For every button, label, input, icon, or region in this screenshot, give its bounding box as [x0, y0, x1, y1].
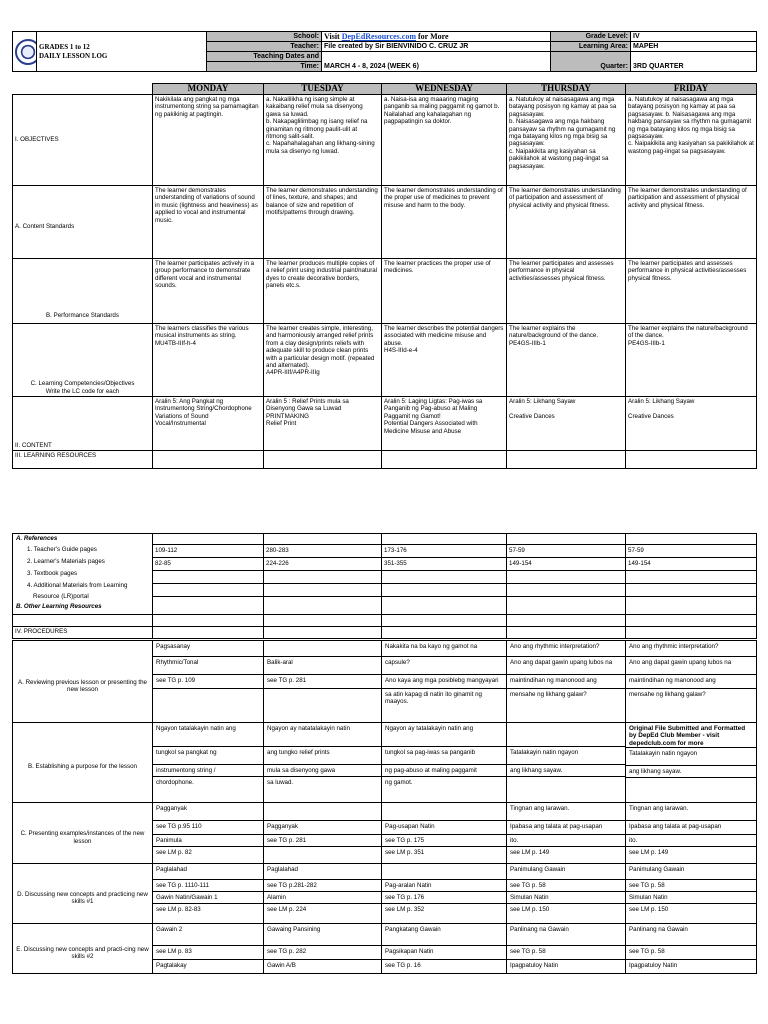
procedure-line: Pagganyak — [153, 803, 263, 821]
quarter-value: 3RD QUARTER — [631, 52, 757, 72]
procedure-line: Panimula — [153, 835, 263, 847]
procedure-cell — [264, 641, 382, 723]
procedure-row — [13, 723, 757, 803]
procedure-line: Ano ang rhythmic interpretation? — [507, 641, 625, 657]
tg-pages: 57-59 — [507, 545, 625, 558]
procedure-cell — [626, 723, 757, 803]
procedure-line — [507, 777, 625, 791]
procedure-line: ang likhang sayaw. — [626, 766, 756, 778]
refs-tuesday — [264, 534, 382, 615]
procedure-line: Ano ang dapat gawin upang lubos na — [507, 657, 625, 675]
procedure-line: see TG p.95 110 — [153, 821, 263, 835]
procedure-line: see LM p. 149 — [510, 849, 550, 856]
procedure-line — [264, 803, 381, 821]
procedure-line: Gawin Natin/Gawain 1 — [153, 892, 263, 904]
procedure-line: ng gamot. — [385, 779, 413, 786]
procedure-line: see TG p. 58 — [626, 946, 756, 960]
deped-seal-logo — [13, 32, 37, 72]
procedure-cell — [507, 803, 626, 864]
ref-textbook-label: 3. Textbook pages — [27, 570, 78, 577]
procedure-line — [264, 689, 381, 709]
refs-thursday — [507, 534, 626, 615]
cell: The learner demonstrates understanding of participation and assessment of physical activity and physical fitness. — [507, 186, 626, 259]
content-row — [13, 397, 757, 451]
procedure-line: Ipagpatuloy Natin — [510, 962, 559, 969]
procedure-line: Ipagpatuloy Natin — [629, 962, 678, 969]
lesson-plan-table — [12, 83, 757, 469]
dll-header — [12, 31, 756, 71]
cell — [264, 451, 382, 469]
procedure-line: see LM p. 352 — [385, 906, 425, 913]
references-row — [13, 534, 757, 615]
procedure-line: Ngayon ay natatalakayin natin — [264, 723, 381, 747]
procedure-line: Ano ang rhythmic interpretation? — [626, 641, 756, 657]
cell: Aralin 5: Ang Pangkat ng Instrumentong String/Chordophone Variations of Sound Vocal/Instrumental — [153, 397, 264, 451]
procedure-line: Simulan Natin — [507, 892, 625, 904]
cell: The learner explains the nature/background of the dance. PE4GS-IIIb-1 — [507, 324, 626, 397]
procedure-cell — [507, 723, 626, 803]
procedure-line: Pagsikapan Natin — [382, 946, 506, 960]
procedure-line: Ngayon ay tatalakayin natin ang — [382, 723, 506, 747]
row-label-objectives: I. OBJECTIVES — [13, 95, 153, 186]
procedure-line: Tatalakayin natin ngayon — [626, 748, 756, 766]
row-label-content-standards: A. Content Standards — [13, 186, 153, 259]
procedure-line — [264, 641, 381, 657]
procedure-cell — [626, 803, 757, 864]
procedure-cell — [626, 641, 757, 723]
refs-monday — [153, 534, 264, 615]
procedure-line — [264, 847, 381, 863]
procedure-cell — [507, 924, 626, 974]
procedure-cell — [153, 723, 264, 803]
ref-lr-label-2: Resource (LR)portal — [33, 593, 89, 600]
procedure-line: tungkol sa pangkat ng — [153, 747, 263, 765]
teaching-dates-label: Teaching Dates and — [207, 52, 322, 62]
procedure-line: chordophone. — [156, 779, 194, 786]
cell: Aralin 5 : Relief Prints mula sa Disenyong Gawa sa Luwad PRINTMAKING Relief Print — [264, 397, 382, 451]
school-label: School: — [207, 32, 322, 42]
procedure-line: see TG p. 58 — [507, 880, 625, 892]
refs-friday — [626, 534, 757, 615]
teacher-value: File created by Sir BIENVINIDO C. CRUZ JR — [322, 42, 551, 52]
procedure-line: Tatalakayin natin ngayon — [507, 747, 625, 765]
cell: Aralin 5: Likhang Sayaw Creative Dances — [626, 397, 757, 451]
objectives-row — [13, 95, 757, 186]
cell — [626, 451, 757, 469]
day-friday: FRIDAY — [626, 84, 757, 95]
procedure-line: Tingnan ang larawan. — [626, 803, 756, 821]
procedure-line: see TG p. 175 — [382, 835, 506, 847]
day-thursday: THURSDAY — [507, 84, 626, 95]
procedure-line: see LM p. 150 — [510, 906, 550, 913]
procedure-line: see TG p. 281 — [264, 675, 381, 689]
teaching-dates-value: MARCH 4 - 8, 2024 (WEEK 6) — [322, 52, 551, 72]
procedures-heading-row — [13, 627, 757, 639]
procedure-cell — [382, 723, 507, 803]
procedure-line: ito. — [626, 835, 756, 847]
procedure-cell — [382, 924, 507, 974]
procedure-line: Panimulang Gawain — [507, 864, 625, 880]
day-monday: MONDAY — [153, 84, 264, 95]
cell: The learner participates and assesses performance in physical activities/assesses physical fitness. — [507, 259, 626, 324]
procedure-line: Pagganyak — [264, 821, 381, 835]
procedure-cell — [382, 803, 507, 864]
other-resources-label: B. Other Learning Resources — [16, 603, 102, 610]
procedure-line: mensahe ng likhang galaw? — [510, 691, 587, 698]
procedure-line: see TG p. 109 — [153, 675, 263, 689]
procedure-line: ito. — [507, 835, 625, 847]
procedure-line: instrumentong string / — [153, 765, 263, 777]
teacher-label: Teacher: — [207, 42, 322, 52]
procedure-row — [13, 864, 757, 924]
procedure-line: Alamin — [264, 892, 381, 904]
cell: The learner practices the proper use of medicines. — [382, 259, 507, 324]
procedure-line: see LM p. 149 — [629, 849, 669, 856]
procedure-line: sa atin kapag di natin ito ginamit ng maayos. — [385, 691, 482, 706]
procedure-cell — [264, 864, 382, 924]
procedure-line: see LM p. 83 — [153, 946, 263, 960]
row-label-content: II. CONTENT — [13, 397, 153, 451]
learning-area-value: MAPEH — [631, 42, 757, 52]
procedure-line: ang tungko relief prints — [264, 747, 381, 765]
procedure-line: Pagsasanay — [153, 641, 263, 657]
procedure-line: maintindihan ng manonood ang — [507, 675, 625, 689]
procedures-table — [12, 640, 757, 974]
procedure-label: B. Establishing a purpose for the lesson — [13, 723, 153, 803]
ref-tg-label: 1. Teacher's Guide pages — [27, 546, 97, 553]
cell: The learner demonstrates understanding of lines, texture, and shapes; and balance of size and repetition of motifs/patterns through drawing. — [264, 186, 382, 259]
procedure-line: see TG p. 282 — [264, 946, 381, 960]
lm-pages: 82-85 — [153, 558, 263, 571]
procedure-line — [153, 689, 263, 709]
cell: The learner demonstrates understanding of participation and assessment of physical activity and physical fitness. — [626, 186, 757, 259]
procedure-line: Panlinang na Gawain — [507, 924, 625, 946]
procedure-line: see TG p. 176 — [382, 892, 506, 904]
procedure-line: capsule? — [382, 657, 506, 675]
cell: a. Naisa-isa ang maaaring maging panganib sa maling paggamit ng gamot b. Nailalahad ang kahalagahan ng pagpapatingin sa doktor. — [382, 95, 507, 186]
procedure-cell — [507, 864, 626, 924]
procedure-label: D. Discussing new concepts and practicing new skills #1 — [13, 864, 153, 924]
lm-pages: 351-355 — [382, 558, 506, 571]
learning-competencies-row — [13, 324, 757, 397]
procedure-line: Ano ang dapat gawin upang lubos na — [626, 657, 756, 675]
cell: a. Natutukoy at naisasagawa ang mga batayang posisyon ng kamay at paa sa pagsasayaw. b. Naisasagawa ang mga hakbang pansayaw sa rhythm na gumagamit ng mga batayang kilos ng mga bisig sa pagsasayaw. c. Naipakikita ang kasiyahan sa pakikilahok at wastong pag-iingat sa pagsasayaw. — [626, 95, 757, 186]
procedure-cell — [626, 864, 757, 924]
procedure-cell — [382, 641, 507, 723]
cell: a. Nakalilikha ng isang simple at kakaibang relief mula sa disenyong gawa sa luwad. b. Nakapaglilimbag ng isang relief na ginamitan ng ritmong paulit-ulit at ritmong salit-salit. c. Napahahalagahan ang likhang-sining mula sa disenyo ng luwad. — [264, 95, 382, 186]
school-value: Visit DepEdResources.com for More — [322, 32, 551, 42]
procedure-line: maintindihan ng manonood ang — [626, 675, 756, 689]
procedure-row — [13, 924, 757, 974]
cell: The learner participates actively in a group performance to demonstrate different vocal and instrumental sounds. — [153, 259, 264, 324]
cell: Aralin 5: Laging Ligtas: Pag-iwas sa Panganib ng Pag-abuso at Maling Paggamit ng Gamot! Potential Dangers Associated with Medicine Misuse and Abuse — [382, 397, 507, 451]
cell: The learner demonstrates understanding of the proper use of medicines to prevent misuse and harm to the body. — [382, 186, 507, 259]
row-label-performance-standards: B. Performance Standards — [13, 259, 153, 324]
procedure-cell — [382, 864, 507, 924]
cell: The learner explains the nature/background of the dance. PE4GS-IIIb-1 — [626, 324, 757, 397]
procedure-row — [13, 803, 757, 864]
tg-pages: 57-59 — [626, 545, 756, 558]
procedure-line — [382, 864, 506, 880]
cell: The learner creates simple, interesting, and harmoniously arranged relief prints from a clay design/prints reliefs with adequate skill to produce clean prints with a particular design motif. (repeated and alternated). A4PR-IIIf/A4PR-IIIg — [264, 324, 382, 397]
procedure-label: E. Discussing new concepts and practi-cing new skills #2 — [13, 924, 153, 974]
procedure-cell — [153, 864, 264, 924]
procedure-line: see TG p. 1110-111 — [153, 880, 263, 892]
procedure-line — [626, 778, 756, 792]
tg-pages: 109-112 — [153, 545, 263, 558]
title-line-2: DAILY LESSON LOG — [39, 51, 108, 60]
lm-pages: 149-154 — [626, 558, 756, 571]
procedure-line: see TG p. 58 — [626, 880, 756, 892]
spacer-row — [13, 615, 757, 627]
procedure-line: Pagtalakay — [156, 962, 187, 969]
cell: The learner produces multiple copies of a relief print using industrial paint/natural dyes to create decorative borders, panels etc.s. — [264, 259, 382, 324]
procedure-line: see LM p. 82-83 — [156, 906, 201, 913]
time-label: Time: — [207, 62, 322, 72]
quarter-label: Quarter: — [551, 52, 631, 72]
day-tuesday: TUESDAY — [264, 84, 382, 95]
procedure-line: Original File Submitted and Formatted by DepEd Club Member - visit depedclub.com for more — [626, 723, 756, 748]
cell — [382, 451, 507, 469]
procedure-line: Panimulang Gawain — [626, 864, 756, 880]
procedure-line: Gawin A/B — [267, 962, 296, 969]
procedure-line: see TG p. 16 — [385, 962, 421, 969]
tg-pages: 173-176 — [382, 545, 506, 558]
procedure-cell — [626, 924, 757, 974]
cell: The learner demonstrates understanding of variations of sound in music (lightness and heaviness) as applied to vocal and instrumental music. — [153, 186, 264, 259]
learning-resources-row — [13, 451, 757, 469]
learning-area-label: Learning Area: — [551, 42, 631, 52]
procedure-line: mensahe ng likhang galaw? — [629, 691, 706, 698]
cell: Nakikilala ang pangkat ng mga instrumentong string sa pamamagitan ng pakikinig at pagtingin. — [153, 95, 264, 186]
ref-lr-label: 4. Additional Materials from Learning — [27, 582, 128, 589]
procedure-line: see TG p. 58 — [507, 946, 625, 960]
procedure-line: see LM p. 224 — [267, 906, 307, 913]
procedure-line: Pag-aralan Natin — [382, 880, 506, 892]
procedure-line: Ngayon tatalakayin natin ang — [153, 723, 263, 747]
grade-level-label: Grade Level: — [551, 32, 631, 42]
procedure-cell — [153, 803, 264, 864]
cell — [507, 451, 626, 469]
procedures-label: IV. PROCEDURES — [13, 627, 153, 639]
references-labels — [13, 534, 153, 615]
procedure-line: tungkol sa pag-iwas sa panganib — [382, 747, 506, 765]
procedure-line: ang likhang sayaw. — [507, 765, 625, 777]
title-line-1: GRADES 1 to 12 — [39, 42, 90, 51]
procedure-line: Ipabasa ang talata at pag-usapan — [626, 821, 756, 835]
depedresources-link[interactable]: DepEdResources.com — [341, 32, 416, 41]
cell: The learner participates and assesses performance in physical activities/assesses physical fitness. — [626, 259, 757, 324]
cell: Aralin 5: Likhang Sayaw Creative Dances — [507, 397, 626, 451]
procedure-row — [13, 641, 757, 723]
procedure-cell — [153, 924, 264, 974]
refs-wednesday — [382, 534, 507, 615]
procedure-line: Paglalahad — [153, 864, 263, 880]
procedure-label: A. Reviewing previous lesson or presenting the new lesson — [13, 641, 153, 723]
cell — [153, 451, 264, 469]
procedure-line: Pangkatang Gawain — [382, 924, 506, 946]
procedure-line: see LM p. 82 — [156, 849, 192, 856]
cell: The learners classifies the various musical instruments as string. MU4TB-IIIf-h-4 — [153, 324, 264, 397]
procedure-line: mula sa disenyong gawa — [264, 765, 381, 777]
procedure-line: Tingnan ang larawan. — [507, 803, 625, 821]
procedure-line: Gawain 2 — [153, 924, 263, 946]
row-label-learning-competencies: C. Learning Competencies/Objectives Write the LC code for each — [13, 324, 153, 397]
cell: The learner describes the potential dangers associated with medicine misuse and abuse. H4S-IIId-e-4 — [382, 324, 507, 397]
procedure-line — [507, 723, 625, 747]
procedure-line: Balik-aral — [264, 657, 381, 675]
procedure-line: Gawaing Pansining — [264, 924, 381, 946]
procedure-line: Nakakita na ba kayo ng gamot na — [382, 641, 506, 657]
procedure-line: Panlinang na Gawain — [626, 924, 756, 946]
procedure-cell — [507, 641, 626, 723]
lm-pages: 224-226 — [264, 558, 381, 571]
performance-standards-row — [13, 259, 757, 324]
procedure-line: see TG p. 281 — [264, 835, 381, 847]
grade-level-value: IV — [631, 32, 757, 42]
procedure-line: Simulan Natin — [626, 892, 756, 904]
procedure-cell — [264, 723, 382, 803]
row-label-learning-resources: III. LEARNING RESOURCES — [13, 451, 153, 469]
tg-pages: 280-283 — [264, 545, 381, 558]
cell: a. Natutukoy at naisasagawa ang mga batayang posisyon ng kamay at paa sa pagsasayaw. b. Naisasagawa ang mga hakbang pansayaw sa rhythm na gumagamit ng mga batayang kilos ng mga bisig sa pagsasayaw. c. Naipakikita ang kasiyahan sa pakikilahok at wastong pag-iingat sa pagsasayaw. — [507, 95, 626, 186]
procedure-line: see TG p.281-282 — [264, 880, 381, 892]
lm-pages: 149-154 — [507, 558, 625, 571]
procedure-line — [382, 803, 506, 821]
procedure-cell — [264, 803, 382, 864]
content-standards-row — [13, 186, 757, 259]
procedure-line: see LM p. 150 — [629, 906, 669, 913]
procedure-line: Ano kaya ang mga posiblebg mangyayari — [382, 675, 506, 689]
procedure-line: Rhythmic/Tonal — [153, 657, 263, 675]
references-table — [12, 533, 757, 639]
dll-title — [37, 32, 207, 72]
procedure-line: Paglalahad — [264, 864, 381, 880]
day-wednesday: WEDNESDAY — [382, 84, 507, 95]
procedure-line: see LM p. 351 — [385, 849, 425, 856]
references-heading: A. References — [16, 535, 58, 542]
deped-seal-icon — [15, 39, 37, 65]
procedure-line: sa luwad. — [267, 779, 294, 786]
ref-lm-label: 2. Learner's Materials pages — [27, 558, 105, 565]
procedure-cell — [264, 924, 382, 974]
day-header-row — [13, 84, 757, 95]
procedure-cell — [153, 641, 264, 723]
procedure-line: Pag-usapan Natin — [382, 821, 506, 835]
procedure-line: Ipabasa ang talata at pag-usapan — [507, 821, 625, 835]
procedure-label: C. Presenting examples/instances of the new lesson — [13, 803, 153, 864]
procedure-line: ng pag-abuso at maling paggamit — [382, 765, 506, 777]
